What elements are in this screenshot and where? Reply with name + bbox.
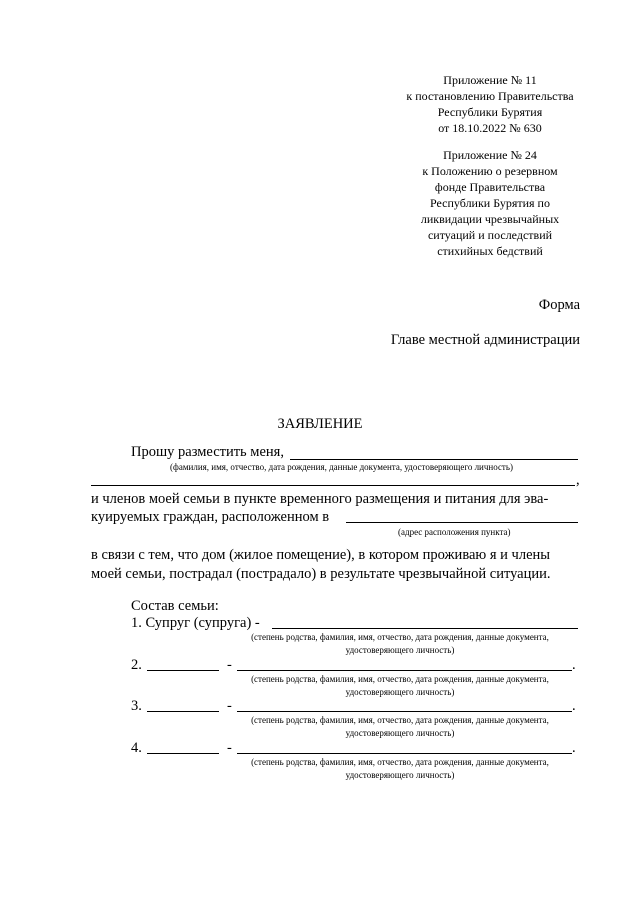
caption-person: (фамилия, имя, отчество, дата рождения, данные документа, удостоверяющего личность) — [170, 462, 513, 472]
dash: - — [227, 698, 232, 714]
body-line: куируемых граждан, расположенном в — [91, 509, 330, 525]
relation-field[interactable] — [147, 753, 219, 754]
member-field[interactable] — [237, 753, 572, 754]
caption-line: удостоверяющего личность) — [345, 770, 455, 780]
appendix-line: фонде Правительства — [434, 180, 546, 194]
family-item-number: 2. — [131, 657, 142, 673]
caption-line: (степень родства, фамилия, имя, отчество, дата рождения, данные документа, — [251, 715, 549, 725]
person-name-field[interactable] — [290, 459, 578, 460]
period: . — [572, 698, 576, 714]
appendix-line: к постановлению Правительства — [406, 89, 574, 103]
family-item-number: 4. — [131, 740, 142, 756]
caption-line: (степень родства, фамилия, имя, отчество, дата рождения, данные документа, — [251, 632, 549, 642]
appendix-line: ситуаций и последствий — [427, 228, 553, 242]
caption-line: (степень родства, фамилия, имя, отчество, дата рождения, данные документа, — [251, 757, 549, 767]
appendix-line: от 18.10.2022 № 630 — [438, 121, 542, 135]
caption-line: удостоверяющего личность) — [345, 645, 455, 655]
appendix-line: Республики Бурятия по — [430, 196, 550, 210]
person-continuation-field[interactable] — [91, 485, 575, 486]
appendix-line: ликвидации чрезвычайных — [420, 212, 560, 226]
relation-field[interactable] — [147, 670, 219, 671]
caption-family — [215, 631, 585, 657]
period: . — [572, 740, 576, 756]
form-label: Форма — [538, 297, 580, 313]
request-prefix: Прошу разместить меня, — [131, 444, 284, 460]
appendix-line: к Положению о резервном — [422, 164, 558, 178]
appendix-line: стихийных бедствий — [437, 244, 543, 258]
relation-field[interactable] — [147, 711, 219, 712]
document-title: ЗАЯВЛЕНИЕ — [277, 416, 363, 432]
appendix-line: Приложение № 24 — [443, 148, 537, 162]
member-field[interactable] — [237, 711, 572, 712]
caption-line: удостоверяющего личность) — [345, 687, 455, 697]
appendix-header-1 — [380, 72, 600, 136]
caption-family — [215, 756, 585, 782]
appendix-header-2 — [380, 147, 600, 259]
family-heading: Состав семьи: — [131, 598, 219, 614]
caption-address: (адрес расположения пункта) — [398, 527, 511, 537]
family-item-spouse: 1. Супруг (супруга) - — [131, 615, 260, 631]
addressee: Главе местной администрации — [390, 332, 580, 348]
body-line: в связи с тем, что дом (жилое помещение), в котором проживаю я и члены — [91, 547, 551, 563]
member-field[interactable] — [237, 670, 572, 671]
period: . — [572, 657, 576, 673]
body-line: моей семьи, пострадал (пострадало) в результате чрезвычайной ситуации. — [91, 566, 551, 582]
spouse-field[interactable] — [272, 628, 578, 629]
family-item-number: 3. — [131, 698, 142, 714]
caption-line: (степень родства, фамилия, имя, отчество, дата рождения, данные документа, — [251, 674, 549, 684]
dash: - — [227, 740, 232, 756]
address-field[interactable] — [346, 522, 578, 523]
dash: - — [227, 657, 232, 673]
caption-family — [215, 673, 585, 699]
caption-family — [215, 714, 585, 740]
body-line: и членов моей семьи в пункте временного размещения и питания для эва- — [91, 491, 549, 507]
comma: , — [576, 472, 580, 488]
appendix-line: Приложение № 11 — [443, 73, 537, 87]
caption-line: удостоверяющего личность) — [345, 728, 455, 738]
appendix-line: Республики Бурятия — [437, 105, 543, 119]
